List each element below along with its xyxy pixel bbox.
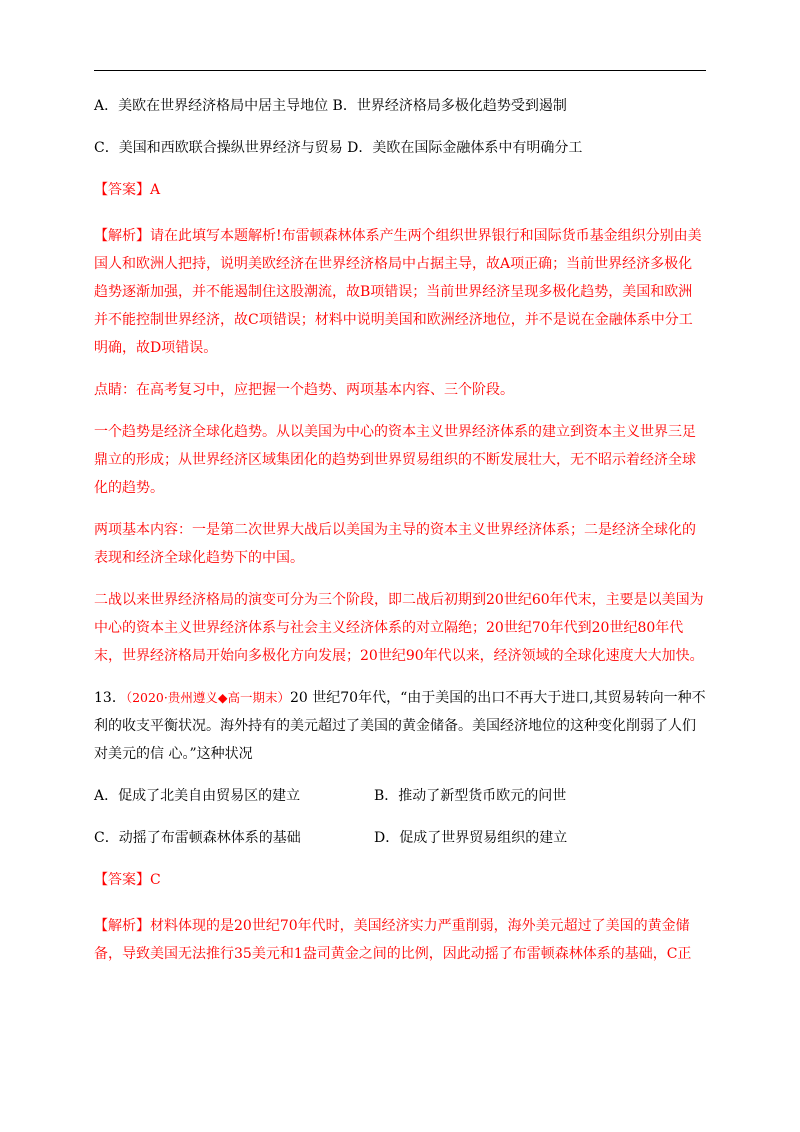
question-source: （2020·贵州遵义◆高一期末） <box>125 690 290 705</box>
q12-options-line-2: C．美国和西欧联合操纵世界经济与贸易 D．美欧在国际金融体系中有明确分工 <box>94 140 583 156</box>
analysis-text: 请在此填写本题解析!布雷顿森林体系产生两个组织世界银行和国际货币基金组织分别由美国人和欧洲人把持，说明美欧经济在世界经济格局中占据主导，故A项正确；当前世界经济多极化趋势逐渐加强，并不能遏制住这股潮流，故B项错误；当前世界经济呈现多极化趋势，美国和欧洲并不能控制世界经济，故C项错误；材料中说明美国和欧洲经济地位，并不是说在金融体系中分工明确，故D项错误。 <box>94 228 702 356</box>
header-rule <box>94 70 706 71</box>
answer-value: C <box>150 872 161 888</box>
answer-label: 【答案】 <box>94 872 150 888</box>
q13-options-row-1 <box>94 782 706 810</box>
q12-basics: 两项基本内容：一是第二次世界大战后以美国为主导的资本主义世界经济体系；二是经济全球化的表现和经济全球化趋势下的中国。 <box>94 522 696 566</box>
q12-options-line-1: A．美欧在世界经济格局中居主导地位 B．世界经济格局多极化趋势受到遏制 <box>94 98 567 114</box>
question-number: 13． <box>94 690 126 706</box>
analysis-label: 【解析】 <box>94 228 150 244</box>
q12-analysis <box>94 222 706 362</box>
option-d: D．促成了世界贸易组织的建立 <box>374 830 568 846</box>
q12-answer <box>94 176 706 204</box>
answer-label: 【答案】 <box>94 182 150 198</box>
analysis-text: 材料体现的是20世纪70年代时，美国经济实力严重削弱，海外美元超过了美国的黄金储备，导致美国无法推行35美元和1盎司黄金之间的比例，因此动摇了布雷顿森林体系的基础，C正 <box>94 918 692 962</box>
option-c: C．动摇了布雷顿森林体系的基础 <box>94 830 301 846</box>
document-content <box>94 92 706 968</box>
q13-options-row-2 <box>94 824 706 852</box>
analysis-label: 【解析】 <box>94 918 150 934</box>
q13-stem <box>94 684 706 768</box>
question-text: 20 世纪70年代，“由于美国的出口不再大于进口,其贸易转向一种不利的收支平衡状况。海外持有的美元超过了美国的黄金储备。美国经济地位的这种变化削弱了人们对美元的信 心。”这种状况 <box>94 690 706 762</box>
q13-answer <box>94 866 706 894</box>
q12-stages: 二战以来世界经济格局的演变可分为三个阶段，即二战后初期到20世纪60年代末，主要是以美国为中心的资本主义世界经济体系与社会主义经济体系的对立隔绝；20世纪70年代到20世纪80年代末，世界经济格局开始向多极化方向发展；20世纪90年代以来，经济领域的全球化速度大大加快。 <box>94 592 704 664</box>
q12-tip: 点睛：在高考复习中，应把握一个趋势、两项基本内容、三个阶段。 <box>94 382 514 398</box>
q13-analysis <box>94 912 706 968</box>
answer-value: A <box>150 182 161 198</box>
q12-trend: 一个趋势是经济全球化趋势。从以美国为中心的资本主义世界经济体系的建立到资本主义世界三足鼎立的形成；从世界经济区域集团化的趋势到世界贸易组织的不断发展壮大，无不昭示着经济全球化的趋势。 <box>94 424 696 496</box>
option-a: A．促成了北美自由贸易区的建立 <box>94 788 301 804</box>
option-b: B．推动了新型货币欧元的问世 <box>374 788 567 804</box>
